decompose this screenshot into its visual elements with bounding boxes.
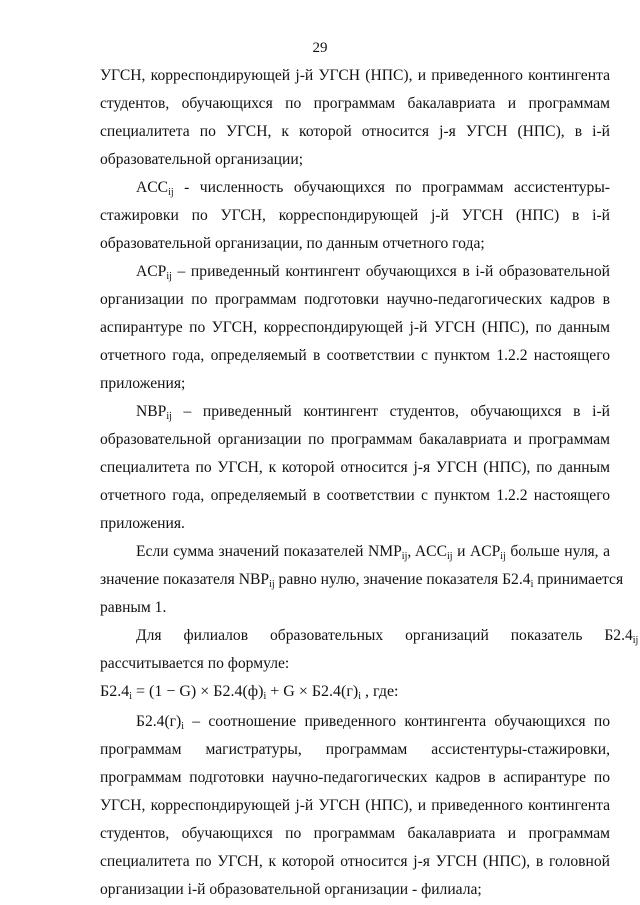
- text-line: студентов, обучающихся по программам бакалавриата и программам: [100, 825, 610, 842]
- text-line: равным 1.: [100, 599, 167, 616]
- text-line: отчетного года, определяемый в соответствии с пунктом 1.2.2 настоящего: [100, 487, 610, 504]
- text-line: аспирантуре по УГСН, корреспондирующей j-й УГСН (НПС), по данным: [100, 319, 610, 336]
- text-line: приложения.: [100, 515, 185, 532]
- text-line: студентов, обучающихся по программам бакалавриата и программам: [100, 95, 610, 112]
- text-line: Если сумма значений показателей $NMP_{ij}$, $ACC_{ij}$ и $ACP_{ij}$ больше нуля, а: [136, 543, 610, 562]
- text-line: специалитета по УГСН, к которой относится j-я УГСН (НПС), по данным: [100, 459, 610, 476]
- text-line: значение показателя $NBP_{ij}$ равно нулю, значение показателя $Б2.4_i$ принимается: [100, 571, 624, 590]
- text-line: организации по программам подготовки научно-педагогических кадров в: [100, 291, 610, 308]
- text-line: специалитета по УГСН, к которой относится j-я УГСН (НПС), в головной: [100, 853, 610, 870]
- text-line: $ACC_{ij}$ - численность обучающихся по программам ассистентуры-: [136, 179, 610, 198]
- text-line: программам подготовки научно-педагогических кадров в аспирантуре по: [100, 769, 610, 786]
- text-line: программам магистратуры, программам ассистентуры-стажировки,: [100, 741, 610, 758]
- text-line: рассчитывается по формуле:: [100, 655, 290, 672]
- text-line: $ACP_{ij}$ – приведенный контингент обучающихся в i-й образовательной: [136, 263, 610, 282]
- formula: $Б2.4_i = (1 - G) \times Б2.4(ф)_i + G \times Б2.4(г)_i$ , где:: [100, 683, 399, 702]
- text-line: образовательной организации, по данным отчетного года;: [100, 235, 485, 252]
- text-line: организации i-й образовательной организации - филиала;: [100, 881, 482, 898]
- text-line: $NBP_{ij}$ – приведенный контингент студентов, обучающихся в i-й: [136, 403, 610, 422]
- text-line: стажировки по УГСН, корреспондирующей j-й УГСН (НПС) в i-й: [100, 207, 610, 224]
- page-number: 29: [312, 40, 328, 56]
- text-line: образовательной организации по программам бакалавриата и программам: [100, 431, 610, 448]
- text-line: приложения;: [100, 375, 186, 392]
- text-line: УГСН, корреспондирующей j-й УГСН (НПС), и приведенного контингента: [100, 67, 610, 84]
- text-line: $Б2.4(г)_i$ – соотношение приведенного контингента обучающихся по: [136, 713, 610, 732]
- text-line: отчетного года, определяемый в соответствии с пунктом 1.2.2 настоящего: [100, 347, 610, 364]
- text-line: Для филиалов образовательных организаций показатель $Б2.4_{ij}$: [136, 627, 639, 646]
- text-line: УГСН, корреспондирующей j-й УГСН (НПС), и приведенного контингента: [100, 797, 610, 814]
- text-line: специалитета по УГСН, к которой относится j-я УГСН (НПС), в i-й: [100, 123, 610, 140]
- text-line: образовательной организации;: [100, 151, 304, 168]
